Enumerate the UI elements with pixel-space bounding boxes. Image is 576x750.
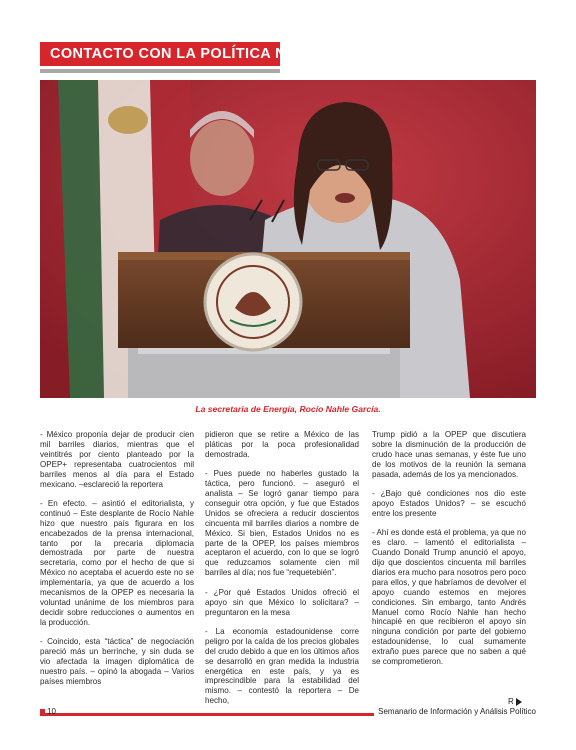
header-underline xyxy=(40,69,280,73)
paragraph: pidieron que se retire a México de las pláticas por la poca profesionalidad demostrada. xyxy=(205,430,359,459)
section-header xyxy=(40,42,355,66)
section-title: CONTACTO CON LA POLÍTICA NACIONAL xyxy=(50,46,355,62)
article-photo xyxy=(40,80,536,398)
paragraph: - Ahí es donde está el problema, ya que no es claro. – lamentó el editorialista – Cuando Donald Trump anunció el apoyo, dijo que doscientos cincuenta mil barriles diarios era mucho para nosotros pero poco para ellos, y que habríamos de devolver el apoyo cuando estemos en mejores condiciones. Sin embargo, tanto Andrés Manuel como Rocío Nahle han hecho hincapié en que recibieron el apoyo sin ninguna condición por parte del gobierno estadounidense, lo cual sumamente extraño pues parece que no saben a qué se comprometieron. xyxy=(372,528,526,667)
end-of-article-marker xyxy=(508,697,522,706)
paragraph: - México proponía dejar de producir cien mil barriles diarios, mientras que el veintitrés por ciento planteado por la OPEP+ representaba cuatrocientos mil barriles menos al día para el Estado mexicano. –esclareció la reportera xyxy=(40,430,194,489)
paragraph: - En efecto. – asintió el editorialista, y continuó – Este desplante de Rocío Nahle hizo que nuestro país figurara en los encabezados de la prensa internacional, tanto por la precaria diplomacia demostrada por parte de nuestra secretaria, como por el hecho de que si México no aceptaba el acuerdo este no se implementaría, ya que de acuerdo a los mecanismos de la OPEP es necesaria la voluntad unánime de los miembros para decidir sobre reducciones o aumentos en la producción. xyxy=(40,498,194,627)
paragraph: - Pues puede no haberles gustado la táctica, pero funcionó. – aseguró el analista – Se logró ganar tiempo para conseguir otra opción, y fue que Estados Unidos se ofreciera a reducir doscientos cincuenta mil barriles diarios a nombre de México. Si bien, Estados Unidos no es parte de la OPEP, los países miembros aceptaron el acuerdo, con lo que se logró que reduzcamos solamente cien mil barriles al día; nos fue “requetebién”. xyxy=(205,469,359,578)
paragraph: - La economía estadounidense corre peligro por la caída de los precios globales del crudo debido a que en los últimos años se desarrolló en gran medida la industria energética en este país, y ya es imprescindible para la estabilidad del mismo. – contestó la reportera – De hecho, xyxy=(205,626,359,706)
text-column-1 xyxy=(40,430,194,696)
paragraph: - ¿Bajo qué condiciones nos dio este apoyo Estados Unidos? – se escuchó entre los presente xyxy=(372,489,526,518)
paragraph: - Coincido, esta “táctica” de negociación pareció más un berrinche, y sin duda se vio afectada la imagen diplomática de nuestro país. – opinó la abogada – Varios países miembros xyxy=(40,637,194,686)
photo-illustration xyxy=(40,80,536,398)
paragraph: Trump pidió a la OPEP que discutiera sobre la disminución de la producción de crudo hace unas semanas, y éste fue uno de los motivos de la reunión la semana pasada, además de los ya mencionados. xyxy=(372,430,526,479)
footer-square-icon xyxy=(40,709,45,714)
paragraph: - ¿Por qué Estados Unidos ofreció el apoyo sin que México lo solicitara? – preguntaron en la mesa xyxy=(205,587,359,617)
photo-caption: La secretaria de Energía, Rocío Nahle García. xyxy=(195,404,381,414)
text-column-2 xyxy=(205,430,359,716)
text-column-3 xyxy=(372,430,526,676)
page-number: 10 xyxy=(47,707,56,716)
publication-name: Semanario de Información y Análisis Político xyxy=(374,707,536,716)
end-marker-letter: R xyxy=(508,697,514,706)
triangle-right-icon xyxy=(516,698,522,706)
